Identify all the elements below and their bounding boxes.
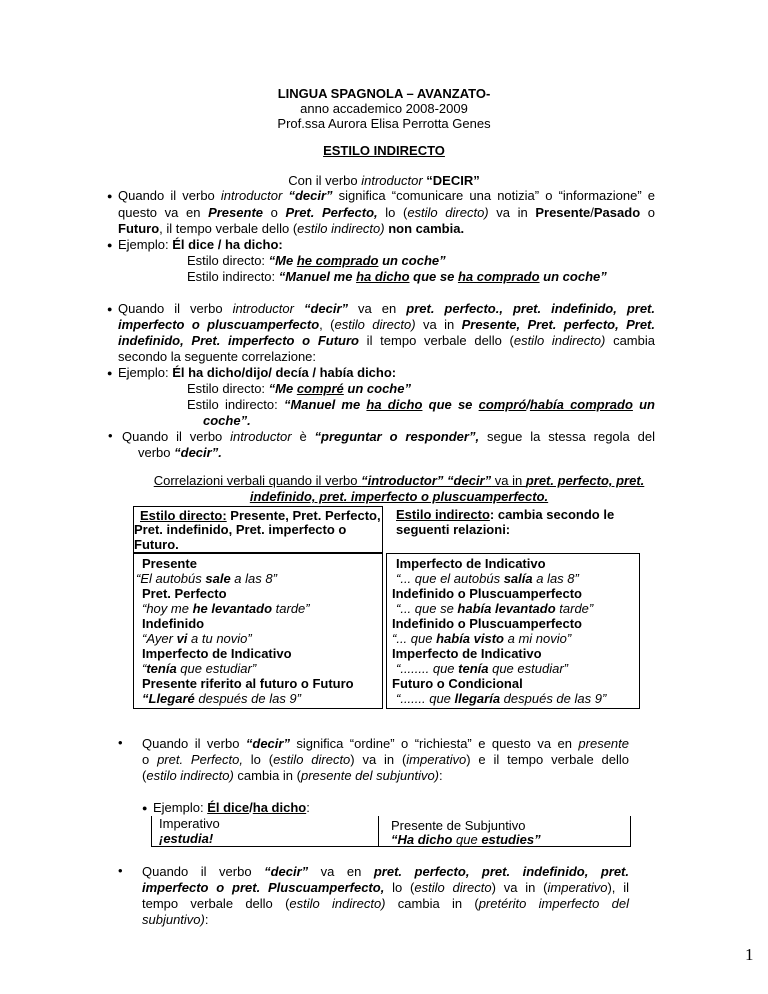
table-row-left-title: Imperfecto de Indicativo — [142, 646, 292, 661]
t: pret. perfecto, pret. indefinido, pret. — [373, 864, 629, 879]
t: ), il — [607, 880, 629, 895]
t: estilo indirecto) — [289, 896, 386, 911]
t: “Manuel me — [278, 269, 357, 284]
p2-line-4: secondo la seguente correlazione: — [118, 349, 317, 364]
t: “decir”. — [174, 445, 222, 460]
t: Quando il verbo — [122, 429, 231, 444]
t: / — [590, 205, 594, 220]
t: lo ( — [242, 752, 274, 767]
page-number: 1 — [745, 945, 754, 964]
table-row-right-title: Indefinido o Pluscuamperfecto — [392, 616, 582, 631]
t: Ejemplo: — [153, 800, 208, 815]
t: llegaría — [454, 691, 501, 706]
t: imperfecto o pret. Pluscuamperfecto, — [142, 880, 385, 895]
t: he levantado — [192, 601, 273, 616]
t: “introductor” “decir” — [361, 473, 492, 488]
t: “Me — [268, 381, 297, 396]
t: “decir” — [245, 736, 290, 751]
t: subjuntivo) — [142, 912, 205, 927]
t: había comprado — [529, 397, 633, 412]
t: questo va en — [118, 205, 209, 220]
table-row-left-example — [142, 631, 252, 646]
t: estilo directo — [414, 880, 492, 895]
t: vi — [176, 631, 188, 646]
intro-quote: “DECIR” — [426, 173, 480, 188]
bullet-icon: ● — [107, 304, 113, 314]
t: , ( — [319, 317, 335, 332]
t: tempo verbale dello ( — [142, 896, 290, 911]
t: verbo — [138, 445, 175, 460]
t: : — [306, 800, 310, 815]
t: pret. Perfecto, — [157, 752, 243, 767]
t: que se — [409, 269, 458, 284]
t: después de las 9” — [194, 691, 301, 706]
p1-direct — [187, 253, 446, 268]
t: Estilo directo: — [187, 253, 269, 268]
t: había levantado — [457, 601, 556, 616]
t: o — [142, 752, 158, 767]
t: introductor — [220, 188, 283, 203]
t: , il tempo verbale dello ( — [159, 221, 298, 236]
t: “... que — [392, 631, 437, 646]
table-header-left — [133, 506, 383, 553]
t: estilo indirecto) — [146, 768, 234, 783]
t: ha comprado — [457, 269, 540, 284]
t: / — [249, 800, 253, 815]
p2-example-head — [118, 365, 396, 380]
t: “Me — [268, 253, 297, 268]
t: imperfecto o pluscuamperfecto — [118, 317, 320, 332]
t: cambia — [605, 333, 655, 348]
t: Presente — [208, 205, 263, 220]
table-row-left-title: Pret. Perfecto — [142, 586, 227, 601]
t: pret. perfecto., pret. indefinido, pret. — [406, 301, 656, 316]
t: ( — [142, 768, 147, 783]
p2-line-3 — [118, 333, 655, 348]
intro-italic: introductor — [361, 173, 427, 188]
t: a las 8” — [230, 571, 277, 586]
table-row-left-title: Presente — [142, 556, 197, 571]
table-row-right-example — [396, 601, 593, 616]
t: a tu novio” — [187, 631, 252, 646]
t: Presente, Pret. perfecto, Pret. — [461, 317, 655, 332]
table-row-right-title: Indefinido o Pluscuamperfecto — [392, 586, 582, 601]
t: Pasado — [593, 205, 641, 220]
table-header-right-2: seguenti relazioni: — [396, 522, 511, 537]
table-row-left-example — [142, 601, 310, 616]
bullet-icon: ● — [107, 191, 113, 201]
p4-line-3 — [142, 768, 443, 783]
t: cambia in ( — [385, 896, 479, 911]
t: significa “comunicare una notizia” o “informazione” e — [332, 188, 656, 203]
t: ) va in ( — [491, 880, 548, 895]
t: Presente, Pret. Perfecto, — [226, 508, 381, 523]
t: que — [452, 832, 482, 847]
intro-text: Con il verbo — [288, 173, 362, 188]
p1-line-2 — [118, 205, 655, 220]
p1-example-head — [118, 237, 283, 252]
subjunctive-label: Presente de Subjuntivo — [391, 818, 526, 833]
t: estilo directo) — [407, 205, 489, 220]
subjunctive-example — [391, 832, 541, 847]
t: introductor — [230, 429, 292, 444]
t: Quando il verbo — [118, 188, 221, 203]
t: è — [291, 429, 315, 444]
t: “... que se — [396, 601, 458, 616]
t: “....... que — [396, 691, 455, 706]
t: “preguntar o responder”, — [314, 429, 480, 444]
p1-indirect — [187, 269, 607, 284]
t: estilo indirecto) — [513, 333, 606, 348]
p2-line-1 — [118, 301, 655, 316]
p1-line-1 — [118, 188, 655, 203]
t: “El autobús — [136, 571, 206, 586]
t: lo ( — [384, 880, 415, 895]
t: estilo directo) — [334, 317, 416, 332]
bullet-icon: ● — [107, 240, 113, 250]
t: compró — [478, 397, 527, 412]
t: va en — [348, 301, 407, 316]
t: va in — [415, 317, 462, 332]
table-row-left-example — [142, 661, 256, 676]
example-box-divider — [378, 816, 379, 846]
table-row-right-example — [396, 571, 579, 586]
t: lo ( — [377, 205, 408, 220]
t: : cambia secondo le — [489, 507, 615, 522]
t: Él dice / ha dicho: — [172, 237, 283, 252]
p4-example-head — [153, 800, 310, 815]
table-row-right-title: Imperfecto de Indicativo — [396, 556, 546, 571]
t: estilo indirecto) — [297, 221, 385, 236]
table-row-left-example — [136, 571, 277, 586]
t: “........ que — [396, 661, 459, 676]
t: o — [263, 205, 286, 220]
t: indefinido, Pret. imperfecto o Futuro — [118, 333, 359, 348]
table-row-right-example — [396, 661, 568, 676]
p5-line-4 — [142, 912, 209, 927]
t: “decir” — [264, 864, 309, 879]
t: que estudiar” — [176, 661, 257, 676]
t: Pret. indefinido, Pret. imperfecto o — [134, 522, 347, 537]
p2-indirect — [187, 397, 655, 412]
t: ha dicho — [252, 800, 307, 815]
table-header-right — [396, 507, 614, 522]
t: había visto — [436, 631, 504, 646]
t: Futuro — [118, 221, 160, 236]
t: un — [632, 397, 655, 412]
t: / — [526, 397, 530, 412]
t: Ejemplo: — [118, 237, 173, 252]
t: salía — [503, 571, 533, 586]
table-row-right-title: Futuro o Condicional — [392, 676, 523, 691]
t: “Manuel me — [283, 397, 367, 412]
imperative-example: ¡estudia! — [159, 831, 214, 846]
professor-name: Prof.ssa Aurora Elisa Perrotta Genes — [277, 116, 491, 131]
t: Correlazioni verbali quando il verbo — [153, 473, 362, 488]
intro-line — [0, 173, 768, 188]
table-row-right-example — [396, 691, 606, 706]
course-title: LINGUA SPAGNOLA – AVANZATO- — [277, 86, 491, 101]
t: Estilo indirecto: — [187, 397, 284, 412]
t: Quando il verbo — [142, 864, 265, 879]
t: segue la stessa regola del — [479, 429, 655, 444]
t: Estilo indirecto — [396, 507, 490, 522]
t: “ — [142, 661, 147, 676]
t: Estilo directo: — [140, 508, 227, 523]
t: ha dicho — [356, 269, 410, 284]
t: Estilo indirecto: — [187, 269, 279, 284]
t: sale — [205, 571, 231, 586]
imperative-label: Imperativo — [159, 816, 220, 831]
t: Estilo directo: — [187, 381, 269, 396]
t: Él dice — [207, 800, 250, 815]
t: pretérito imperfecto del — [478, 896, 629, 911]
bullet-icon: • — [108, 428, 113, 443]
t: tarde” — [272, 601, 310, 616]
table-row-left-title: Indefinido — [142, 616, 205, 631]
t: tenía — [146, 661, 177, 676]
t: a mi novio” — [504, 631, 572, 646]
p2-line-2 — [118, 317, 655, 332]
correlation-title-2: indefinido, pret. imperfecto o pluscuamperfecto. — [249, 489, 549, 504]
p3-line-2 — [138, 445, 222, 460]
t: “decir” — [282, 188, 333, 203]
p2-indirect-cont: coche”. — [203, 413, 251, 428]
t: : — [439, 768, 443, 783]
p3-line-1 — [122, 429, 655, 444]
t: Ejemplo: — [118, 365, 173, 380]
t: imperativo — [547, 880, 608, 895]
t: Quando il verbo — [142, 736, 246, 751]
correlation-title-1 — [0, 473, 768, 488]
p5-line-3 — [142, 896, 629, 911]
t: “... que el autobús — [396, 571, 504, 586]
t: tarde” — [555, 601, 594, 616]
t: ha dicho — [366, 397, 423, 412]
academic-year: anno accademico 2008-2009 — [300, 101, 468, 116]
t: Quando il verbo — [118, 301, 233, 316]
p5-line-2 — [142, 880, 629, 895]
t: un coche” — [539, 269, 607, 284]
t: va en — [308, 864, 374, 879]
t: “decir” — [293, 301, 349, 316]
t: después de las 9” — [500, 691, 607, 706]
t: “Llegaré — [142, 691, 195, 706]
t: ) va in ( — [350, 752, 407, 767]
t: tenía — [458, 661, 489, 676]
table-row-left-title: Presente riferito al futuro o Futuro — [142, 676, 354, 691]
t: pret. perfecto, pret. — [525, 473, 645, 488]
bullet-icon: • — [118, 735, 123, 750]
t: que estudiar” — [488, 661, 568, 676]
t: un coche” — [343, 381, 411, 396]
section-title: ESTILO INDIRECTO — [323, 143, 445, 158]
t: non cambia. — [384, 221, 465, 236]
t: Él ha dicho/dijo/ decía / había dicho: — [172, 365, 397, 380]
t: he comprado — [296, 253, 379, 268]
table-row-right-example — [392, 631, 571, 646]
t: “Ha dicho — [391, 832, 453, 847]
t: o — [640, 205, 655, 220]
t: Presente — [535, 205, 591, 220]
t: introductor — [232, 301, 294, 316]
t: presente del subjuntivo) — [300, 768, 440, 783]
t: Futuro. — [134, 537, 179, 552]
t: va in — [491, 473, 526, 488]
bullet-icon: • — [118, 863, 123, 878]
t: estudies” — [481, 832, 541, 847]
bullet-icon: ● — [107, 368, 113, 378]
t: va in — [488, 205, 536, 220]
t: imperativo — [406, 752, 467, 767]
p1-line-3 — [118, 221, 464, 236]
t: estilo directo — [273, 752, 351, 767]
p4-line-1 — [142, 736, 629, 751]
t: un coche” — [378, 253, 446, 268]
t: significa “ordine” o “richiesta” e questo va en — [289, 736, 579, 751]
t — [140, 508, 381, 523]
p4-line-2 — [142, 752, 629, 767]
t: que se — [422, 397, 479, 412]
t: a las 8” — [532, 571, 579, 586]
t: ) e il tempo verbale dello — [466, 752, 630, 767]
t: : — [204, 912, 209, 927]
t: cambia in ( — [233, 768, 301, 783]
table-row-left-example — [142, 691, 301, 706]
p5-line-1 — [142, 864, 629, 879]
bullet-icon: ● — [142, 803, 148, 813]
table-row-right-title: Imperfecto de Indicativo — [392, 646, 542, 661]
t: presente — [578, 736, 629, 751]
t: Pret. Perfecto, — [285, 205, 378, 220]
t: compré — [296, 381, 344, 396]
t: “Ayer — [142, 631, 177, 646]
t: “hoy me — [142, 601, 193, 616]
t: il tempo verbale dello ( — [358, 333, 514, 348]
p2-direct — [187, 381, 411, 396]
